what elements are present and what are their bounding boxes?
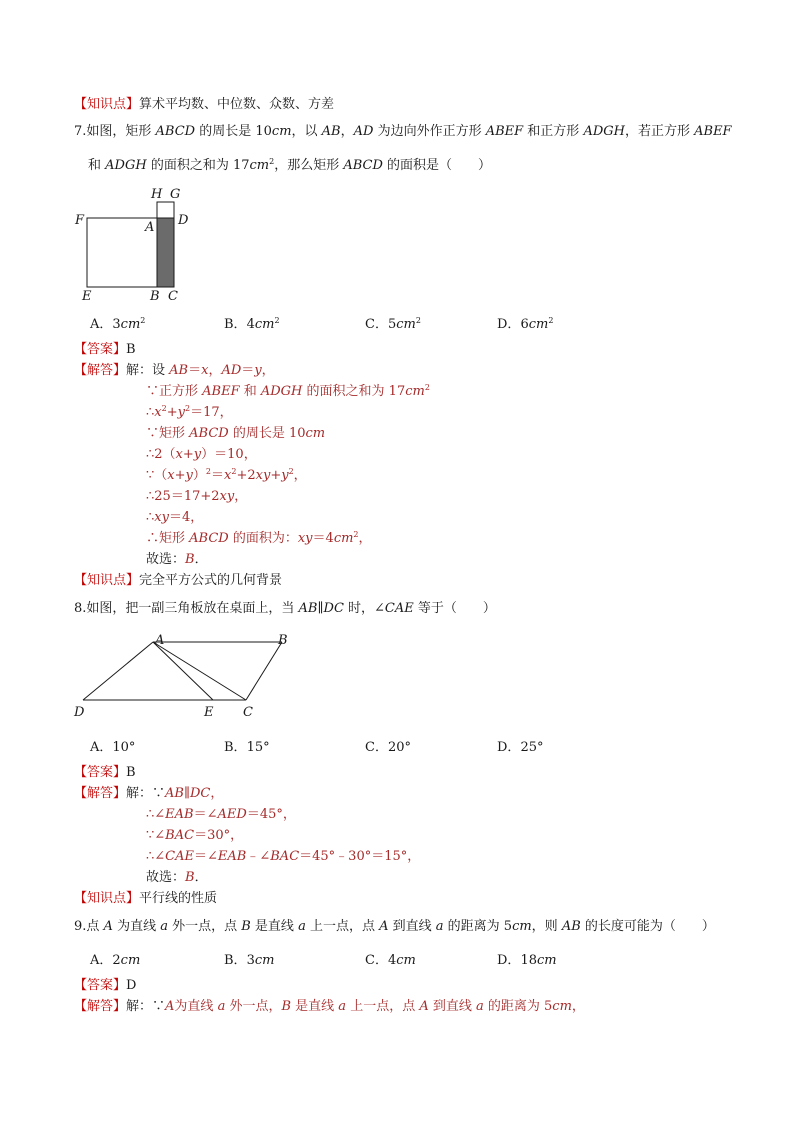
text-q9-t7: ，则 bbox=[531, 919, 562, 934]
label-B: B bbox=[278, 633, 288, 648]
text-q7-sol-l9-xy: xy bbox=[297, 531, 313, 546]
text-q8-options-2-letter: C． bbox=[365, 740, 388, 755]
text-q7-sol-l1-comma: ， bbox=[208, 363, 222, 378]
text-q7-line1-abcd: ABCD bbox=[155, 124, 196, 139]
text-q7-sol-l5-y: y bbox=[193, 447, 202, 462]
q7-solution-line2 bbox=[146, 383, 430, 401]
text-q7-options-0-unit: cm bbox=[120, 317, 141, 332]
text-q7-sol-l3-plus: + bbox=[166, 405, 178, 420]
q7-solution-line8 bbox=[146, 509, 203, 527]
text-q7-kp: 完全平方公式的几何背景 bbox=[139, 573, 283, 588]
text-q7-options-0-num: 3 bbox=[112, 317, 121, 332]
text-q8-dc: DC bbox=[323, 601, 344, 616]
text-q9-pre: 9.点 bbox=[74, 919, 104, 934]
text-q7-sol-l6-plus2: + bbox=[270, 468, 282, 483]
text-q9-sol-cm: cm bbox=[552, 999, 572, 1014]
q9-option-b bbox=[224, 952, 274, 970]
text-q7-line2-end: 的面积是（ ） bbox=[382, 158, 492, 173]
text-q7-sol-l3-y: y bbox=[177, 405, 185, 420]
text-q8-sol-l4-eab: EAB bbox=[217, 849, 247, 864]
text-q7-options-2-num: 5 bbox=[387, 317, 397, 332]
text-q9-sol-t1: 为直线 bbox=[174, 999, 218, 1014]
text-q9-t4: 上一点，点 bbox=[305, 919, 380, 934]
q7-solution-line6 bbox=[146, 467, 307, 485]
text-q9-sol-a1: A bbox=[165, 999, 175, 1014]
q7-solution-line4 bbox=[146, 425, 325, 443]
text-q8-answer: B bbox=[126, 765, 136, 780]
text-q8-sol-l2-eq: ＝∠ bbox=[193, 807, 218, 822]
text-q7-options-0-sup: 2 bbox=[140, 316, 146, 325]
text-q9-sol-t3: 是直线 bbox=[291, 999, 339, 1014]
knowledge-point-prev bbox=[74, 96, 334, 114]
text-q9-t3: 是直线 bbox=[250, 919, 299, 934]
text-q7-sol-l1-x: x bbox=[201, 363, 209, 378]
text-q9-t2: 外一点，点 bbox=[167, 919, 242, 934]
text-q7-sol-l3-pre: ∴ bbox=[146, 405, 155, 420]
segment-ad bbox=[83, 642, 153, 700]
text-q8-sol-l5-b: B bbox=[185, 870, 195, 885]
label-A: A bbox=[145, 220, 155, 235]
text-q9-options-1-num: 3 bbox=[246, 953, 255, 968]
text-q9-sol-pre: 解：∵ bbox=[126, 999, 166, 1014]
text-q7-options-1-unit: cm bbox=[254, 317, 275, 332]
text-q7-sol-l9-pre: ∴矩形 bbox=[146, 531, 190, 546]
q8-solution-line1 bbox=[74, 785, 223, 803]
text-tags-knowledge: 【知识点】 bbox=[74, 573, 140, 588]
text-q8-sol-l5-end: ． bbox=[194, 870, 208, 885]
text-q9-sol-b1: B bbox=[281, 999, 292, 1014]
text-q8-cae: CAE bbox=[384, 601, 414, 616]
text-q7-sol-l1-y: y bbox=[254, 363, 262, 378]
text-q7-line1-mid4: 和正方形 bbox=[523, 124, 584, 139]
segment-ae bbox=[153, 642, 213, 700]
text-q7-line1-adgh: ADGH bbox=[583, 124, 625, 139]
text-q7-line2-mid2: ，那么矩形 bbox=[274, 158, 344, 173]
text-tags-answer: 【答案】 bbox=[74, 765, 127, 780]
text-q9-ab: AB bbox=[561, 919, 581, 934]
text-q8-sol-l3-bac: BAC bbox=[165, 828, 195, 843]
q9-option-c bbox=[365, 952, 416, 970]
text-q8-sol-l2-pre: ∴∠ bbox=[146, 807, 166, 822]
label-H: H bbox=[151, 187, 163, 202]
text-q7-line1-mid5: ，若正方形 bbox=[624, 124, 695, 139]
text-q9-sol-t6: 的距离为 5 bbox=[483, 999, 553, 1014]
text-q7-line2-pre: 和 bbox=[88, 158, 106, 173]
text-q8-sol-l4-pre: ∴∠ bbox=[146, 849, 166, 864]
q8-solution-line3 bbox=[146, 827, 243, 845]
text-q9-sol-t5: 到直线 bbox=[428, 999, 476, 1014]
q9-stem bbox=[74, 918, 715, 936]
q8-solution-line2 bbox=[146, 806, 296, 824]
text-q9-la2: a bbox=[298, 919, 306, 934]
text-q9-options-0-letter: A． bbox=[90, 953, 113, 968]
text-q7-sol-l5-x: x bbox=[175, 447, 183, 462]
text-q9-b1: B bbox=[241, 919, 251, 934]
text-q9-sol-la3: a bbox=[475, 999, 484, 1014]
text-q7-sol-l10-pre: 故选： bbox=[146, 552, 186, 567]
text-q9-options-2-letter: C． bbox=[365, 953, 388, 968]
text-q7-sol-l7-end: ， bbox=[234, 489, 248, 504]
text-q9-sol-t4: 上一点，点 bbox=[346, 999, 420, 1014]
q7-answer bbox=[74, 341, 136, 359]
text-q7-line1-pre: 7.如图，矩形 bbox=[74, 124, 156, 139]
text-q9-cm: cm bbox=[512, 919, 532, 934]
segment-ac bbox=[153, 642, 246, 700]
text-q8-options-0-letter: A． bbox=[90, 740, 113, 755]
text-q8-sol-l4-end: ＝45°﹣30°＝15°， bbox=[299, 849, 421, 864]
text-q7-sol-l3-x: x bbox=[154, 405, 162, 420]
text-q7-sol-l2-sup: 2 bbox=[424, 383, 430, 392]
q7-solution-line9 bbox=[146, 530, 372, 548]
text-q7-line1-mid: 的周长是 10 bbox=[195, 124, 272, 139]
q7-stem-line1 bbox=[74, 123, 732, 141]
text-q8-sol-l1-dc: DC bbox=[190, 786, 211, 801]
text-q8-sol-l2-eab: EAB bbox=[165, 807, 194, 822]
text-tags-answer: 【答案】 bbox=[74, 978, 127, 993]
text-tags-knowledge: 【知识点】 bbox=[74, 891, 140, 906]
text-q7-sol-l6-eq: ＝ bbox=[211, 468, 225, 483]
q7-solution-line5 bbox=[146, 446, 257, 464]
text-q7-line1-ad: AD bbox=[353, 124, 374, 139]
q7-option-a bbox=[90, 316, 145, 334]
text-q9-options-3-letter: D． bbox=[497, 953, 521, 968]
label-A: A bbox=[155, 633, 165, 648]
knowledge-tag: 【知识点】 bbox=[74, 97, 140, 112]
label-E: E bbox=[204, 705, 214, 720]
text-q7-line2-abcd: ABCD bbox=[343, 158, 383, 173]
q8-solution-line5 bbox=[146, 869, 208, 887]
text-q7-sol-l4-because: ∵矩形 bbox=[146, 426, 190, 441]
text-q7-sol-l6-y: y bbox=[185, 468, 193, 483]
text-q7-line1-abef: ABEF bbox=[485, 124, 524, 139]
text-q7-options-2-sup: 2 bbox=[415, 316, 421, 325]
text-q7-sol-l3-sx: 2 bbox=[161, 404, 167, 413]
segment-bc bbox=[246, 642, 282, 700]
q9-option-a bbox=[90, 952, 140, 970]
text-tags-solution: 【解答】 bbox=[74, 363, 127, 378]
label-B: B bbox=[150, 289, 160, 304]
text-q9-options-1-letter: B． bbox=[224, 953, 247, 968]
label-C: C bbox=[243, 705, 253, 720]
text-q7-options-2-unit: cm bbox=[396, 317, 416, 332]
text-q7-sol-l4-mid: 的周长是 10 bbox=[228, 426, 306, 441]
label-E: E bbox=[82, 289, 92, 304]
q9-option-d bbox=[497, 952, 557, 970]
text-q7-sol-l6-x: x bbox=[167, 468, 175, 483]
text-q8-sol-l4-eq: ＝∠ bbox=[194, 849, 218, 864]
text-q7-sol-l9-abcd: ABCD bbox=[189, 531, 229, 546]
text-q8-sol-l2-end: ＝45°， bbox=[246, 807, 296, 822]
q7-stem-line2 bbox=[88, 157, 491, 175]
text-q7-line1-comma: ， bbox=[340, 124, 354, 139]
q7-option-d bbox=[497, 316, 553, 334]
text-q9-sol-a2: A bbox=[419, 999, 429, 1014]
text-q7-sol-l6-s1: 2 bbox=[231, 467, 237, 476]
text-q7-sol-l7-pre: ∴25＝17+2 bbox=[146, 489, 220, 504]
text-q7-sol-l4-cm: cm bbox=[305, 426, 326, 441]
text-q9-t1: 为直线 bbox=[112, 919, 161, 934]
text-q7-options-3-num: 6 bbox=[520, 317, 529, 332]
q7-solution-line3 bbox=[146, 404, 233, 422]
text-q8-end: 等于（ ） bbox=[413, 601, 496, 616]
text-q9-a2: A bbox=[379, 919, 389, 934]
text-q7-sol-l10-b: B bbox=[185, 552, 195, 567]
text-q9-options-3-unit: cm bbox=[536, 953, 557, 968]
text-q7-options-2-letter: C． bbox=[365, 317, 388, 332]
text-q8-ab: AB bbox=[298, 601, 318, 616]
text-q8-line-pre: 8.如图，把一副三角板放在桌面上，当 bbox=[74, 601, 299, 616]
text-q7-sol-l6-sq: 2 bbox=[205, 467, 211, 476]
text-q9-options-2-num: 4 bbox=[387, 953, 397, 968]
text-q8-par: ∥ bbox=[317, 601, 324, 616]
text-q9-sol-end: ， bbox=[571, 999, 585, 1014]
text-q7-sol-l6-pre: ∵（ bbox=[146, 468, 168, 483]
text-q7-sol-l8-end: ＝4， bbox=[168, 510, 204, 525]
text-q8-sol-l3-pre: ∵∠ bbox=[146, 828, 166, 843]
text-q7-sol-l2-because: ∵正方形 bbox=[146, 384, 203, 399]
text-tags-solution: 【解答】 bbox=[74, 786, 127, 801]
text-q8-options-1-letter: B． bbox=[224, 740, 247, 755]
q7-option-b bbox=[224, 316, 280, 334]
text-q8-sol-l4-bac: BAC bbox=[270, 849, 300, 864]
q8-knowledge-point bbox=[74, 890, 217, 908]
text-q7-line2-cm: cm bbox=[249, 158, 270, 173]
text-q7-sol-l2-cm: cm bbox=[405, 384, 425, 399]
text-q7-line2-sup: 2 bbox=[269, 157, 275, 166]
text-q9-options-3-num: 18 bbox=[520, 953, 537, 968]
text-q7-options-0-letter: A． bbox=[90, 317, 113, 332]
text-q7-line1-mid2: ，以 bbox=[291, 124, 322, 139]
text-q9-end: 的长度可能为（ ） bbox=[580, 919, 715, 934]
text-tags-answer: 【答案】 bbox=[74, 342, 127, 357]
text-q9-answer: D bbox=[126, 978, 137, 993]
text-q7-sol-l6-x2: x bbox=[224, 468, 232, 483]
text-q7-sol-l6-s2: 2 bbox=[288, 467, 294, 476]
text-q7-line1-mid3: 为边向外作正方形 bbox=[373, 124, 486, 139]
text-q8-sol-l4-cae: CAE bbox=[165, 849, 194, 864]
label-D: D bbox=[178, 213, 189, 228]
text-q7-sol-l1-end: ， bbox=[261, 363, 275, 378]
text-q9-options-1-unit: cm bbox=[254, 953, 275, 968]
text-q8-mid: 时，∠ bbox=[343, 601, 385, 616]
text-q7-sol-l7-xy: xy bbox=[219, 489, 235, 504]
text-q7-sol-l4-abcd: ABCD bbox=[189, 426, 229, 441]
text-q7-sol-l10-end: ． bbox=[194, 552, 208, 567]
text-q7-sol-l6-y2: y bbox=[281, 468, 289, 483]
text-q8-options-3-letter: D． bbox=[497, 740, 521, 755]
text-q7-sol-l6-xy: xy bbox=[255, 468, 271, 483]
q8-figure bbox=[70, 630, 300, 722]
q7-solution-line7 bbox=[146, 488, 247, 506]
text-q7-sol-l2-abef: ABEF bbox=[202, 384, 240, 399]
text-q7-sol-l9-cm: cm bbox=[333, 531, 354, 546]
text-q8-sol-l1-end: ， bbox=[210, 786, 224, 801]
text-q9-sol-la2: a bbox=[338, 999, 347, 1014]
text-q8-options-0-text: 10° bbox=[112, 740, 136, 755]
text-q8-options-3-text: 25° bbox=[520, 740, 544, 755]
text-q9-sol-la1: a bbox=[217, 999, 226, 1014]
q8-option-d bbox=[497, 739, 543, 757]
label-C: C bbox=[168, 289, 178, 304]
text-q9-options-2-unit: cm bbox=[396, 953, 416, 968]
text-q8-sol-l1-ab: AB bbox=[165, 786, 184, 801]
text-q7-sol-l3-eq: ＝17， bbox=[190, 405, 233, 420]
text-q7-sol-l6-end: ， bbox=[293, 468, 307, 483]
text-q9-a1: A bbox=[103, 919, 113, 934]
text-q7-sol-l9-mid: 的面积为： bbox=[228, 531, 298, 546]
text-q9-t5: 到直线 bbox=[388, 919, 436, 934]
q8-answer bbox=[74, 764, 136, 782]
text-q7-sol-l1-ad: AD bbox=[221, 363, 242, 378]
text-q9-sol-t2: 外一点， bbox=[225, 999, 282, 1014]
text-q7-sol-l6-close: ） bbox=[192, 468, 206, 483]
text-q8-options-1-text: 15° bbox=[246, 740, 270, 755]
text-q8-sol-l4-minus: ﹣∠ bbox=[246, 849, 271, 864]
text-q7-sol-l1-eq2: ＝ bbox=[241, 363, 255, 378]
label-G: G bbox=[170, 187, 181, 202]
text-q9-t6: 的距离为 5 bbox=[443, 919, 513, 934]
q8-option-b bbox=[224, 739, 270, 757]
q8-option-c bbox=[365, 739, 411, 757]
text-q7-answer: B bbox=[126, 342, 136, 357]
text-q9-la1: a bbox=[160, 919, 168, 934]
label-D: D bbox=[74, 705, 85, 720]
text-q7-sol-l2-adgh: ADGH bbox=[260, 384, 303, 399]
knowledge-text: 算术平均数、中位数、众数、方差 bbox=[139, 97, 335, 112]
text-q7-sol-l2-and: 和 bbox=[239, 384, 261, 399]
label-F: F bbox=[75, 213, 85, 228]
text-q8-options-2-text: 20° bbox=[387, 740, 411, 755]
text-q7-sol-l1-ab: AB bbox=[169, 363, 189, 378]
text-q7-sol-l6-mid: +2 bbox=[236, 468, 256, 483]
text-q7-line2-mid: 的面积之和为 17 bbox=[146, 158, 250, 173]
text-q7-sol-l8-xy: xy bbox=[154, 510, 169, 525]
text-q8-sol-l3-end: ＝30°， bbox=[194, 828, 244, 843]
text-q7-options-1-num: 4 bbox=[246, 317, 255, 332]
text-q7-sol-l5-pre: ∴2（ bbox=[146, 447, 176, 462]
q8-solution-line4 bbox=[146, 848, 420, 866]
text-q7-sol-l3-sy: 2 bbox=[184, 404, 191, 413]
text-q7-sol-l1-eq1: ＝ bbox=[188, 363, 202, 378]
q9-solution-line1 bbox=[74, 998, 585, 1016]
text-q7-options-1-sup: 2 bbox=[274, 316, 280, 325]
rectangle-abcd bbox=[157, 218, 174, 287]
text-q7-sol-l9-eq: ＝4 bbox=[312, 531, 334, 546]
text-q7-line2-adgh: ADGH bbox=[105, 158, 147, 173]
text-q7-sol-l6-plus: + bbox=[174, 468, 186, 483]
text-q7-options-3-letter: D． bbox=[497, 317, 521, 332]
text-q9-options-0-num: 2 bbox=[112, 953, 121, 968]
text-q8-sol-l1-pre: 解：∵ bbox=[126, 786, 166, 801]
q7-knowledge-point bbox=[74, 572, 282, 590]
text-q7-sol-l2-mid: 的面积之和为 17 bbox=[302, 384, 406, 399]
q7-solution-line10 bbox=[146, 551, 208, 569]
text-q8-sol-l1-par: ∥ bbox=[183, 786, 190, 801]
text-q7-line1-abef2: ABEF bbox=[694, 124, 732, 139]
text-q7-options-3-sup: 2 bbox=[548, 316, 554, 325]
text-q7-sol-l9-end: ， bbox=[358, 531, 372, 546]
text-q7-line1-ab: AB bbox=[321, 124, 341, 139]
text-q8-sol-l5-pre: 故选： bbox=[146, 870, 186, 885]
text-q9-options-0-unit: cm bbox=[120, 953, 141, 968]
q9-answer bbox=[74, 977, 136, 995]
text-q7-line1-cm: cm bbox=[271, 124, 292, 139]
q7-figure bbox=[70, 180, 200, 305]
q7-option-c bbox=[365, 316, 421, 334]
text-q7-sol-l5-end: ）＝10， bbox=[201, 447, 257, 462]
text-q7-sol-l8-pre: ∴ bbox=[146, 510, 155, 525]
text-q8-kp: 平行线的性质 bbox=[139, 891, 218, 906]
text-q7-options-3-unit: cm bbox=[528, 317, 549, 332]
text-q7-options-1-letter: B． bbox=[224, 317, 247, 332]
q7-solution-line1 bbox=[74, 362, 275, 380]
q8-option-a bbox=[90, 739, 135, 757]
text-tags-solution: 【解答】 bbox=[74, 999, 127, 1014]
text-q7-sol-l9-sup: 2 bbox=[353, 530, 359, 539]
text-q7-sol-l5-plus: + bbox=[182, 447, 194, 462]
q8-stem bbox=[74, 600, 496, 618]
text-q9-la3: a bbox=[435, 919, 444, 934]
text-q8-sol-l2-aed: AED bbox=[217, 807, 247, 822]
text-q7-sol-pre: 解：设 bbox=[126, 363, 170, 378]
